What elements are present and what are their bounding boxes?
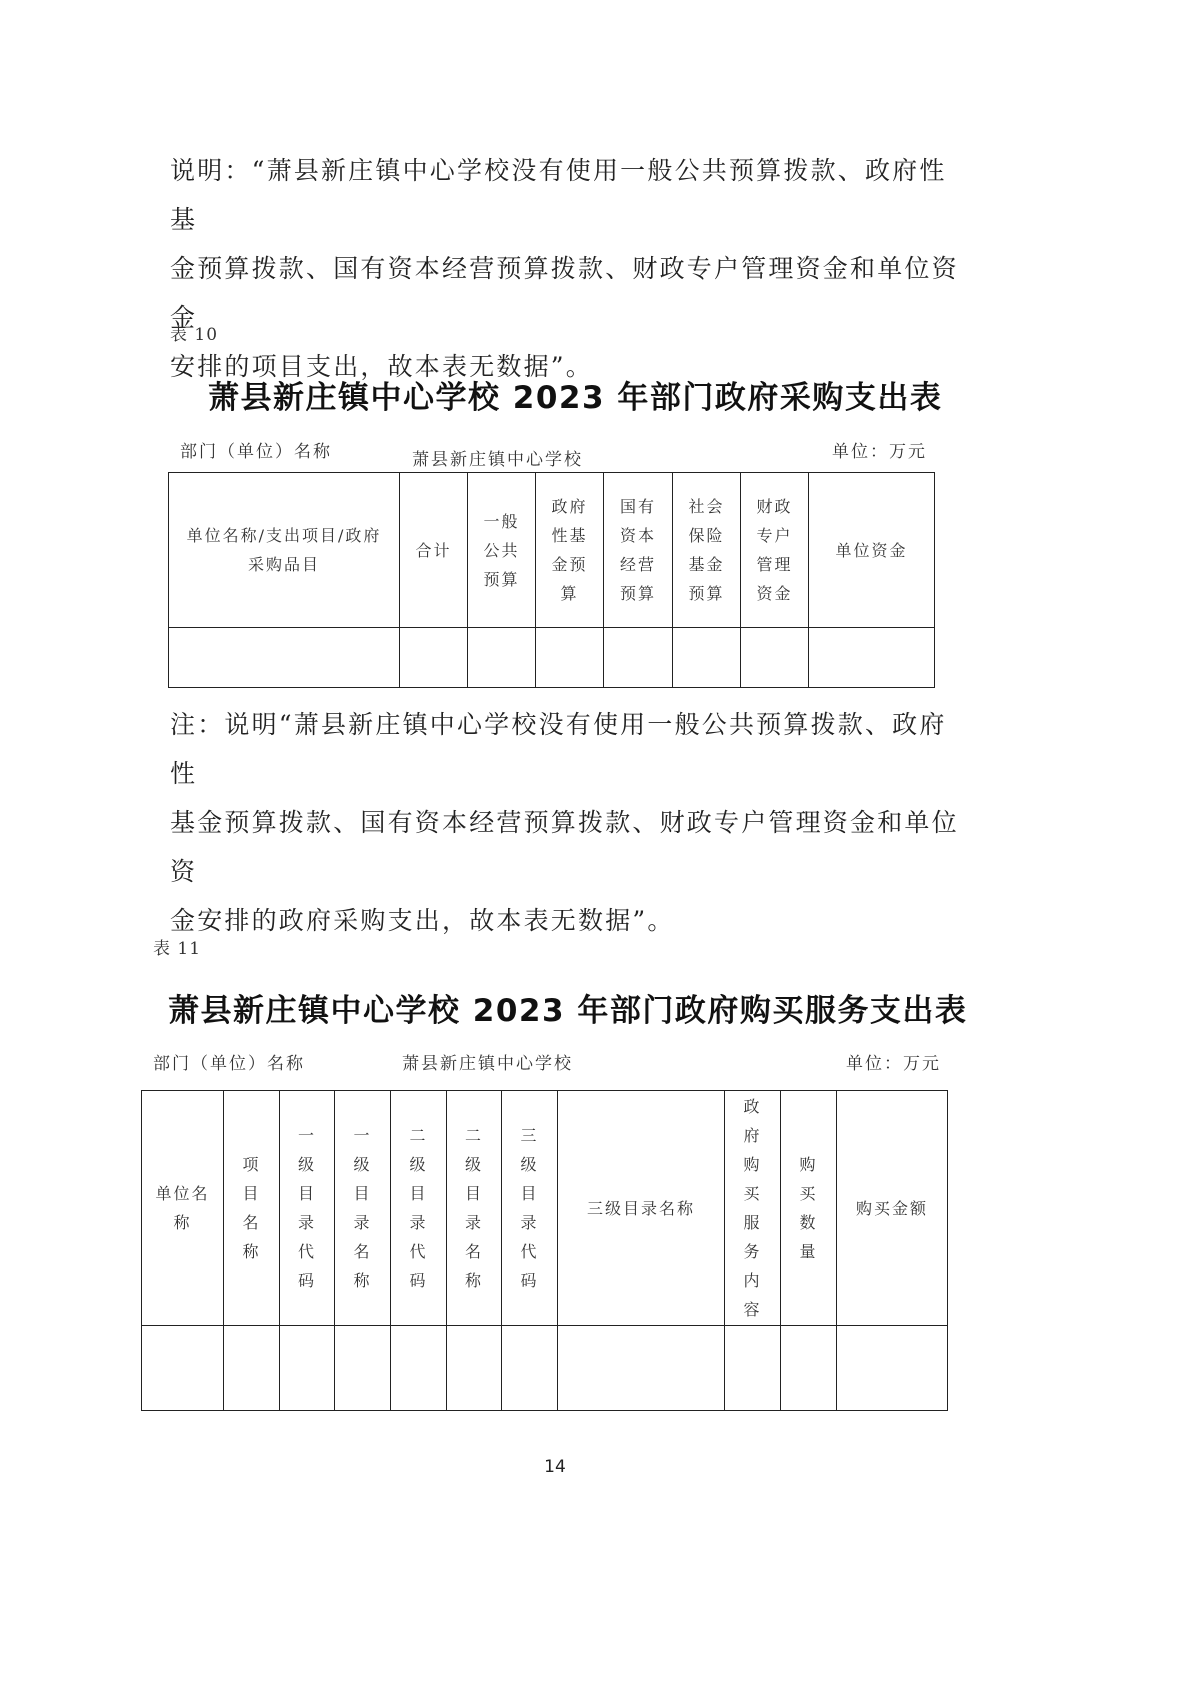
- table10-cell: [604, 628, 673, 688]
- table10-dept-value: 萧县新庄镇中心学校: [412, 450, 583, 470]
- table11-cell: [335, 1326, 391, 1411]
- table11-header-cell: 一级目录名称: [335, 1091, 391, 1326]
- table10: [168, 472, 935, 688]
- table10-label: 表 10: [170, 325, 219, 345]
- intro-note-line: 金预算拨款、国有资本经营预算拨款、财政专户管理资金和单位资金: [170, 254, 959, 332]
- table11-header-cell: 三级目录名称: [558, 1091, 725, 1326]
- table10-note-line: 金安排的政府采购支出，故本表无数据”。: [170, 906, 675, 935]
- intro-note: [170, 146, 970, 391]
- table10-note-line: 基金预算拨款、国有资本经营预算拨款、财政专户管理资金和单位资: [170, 808, 959, 886]
- table11-header-cell: 二级目录代码: [391, 1091, 447, 1326]
- table11-cell: [502, 1326, 558, 1411]
- table10-header-row: [169, 473, 935, 628]
- table11-header-row: [142, 1091, 948, 1326]
- table11-title: 萧县新庄镇中心学校 2023 年部门政府购买服务支出表: [168, 993, 968, 1029]
- table10-cell: [400, 628, 468, 688]
- table10-cell: [741, 628, 809, 688]
- table10-note-line: 注：说明“萧县新庄镇中心学校没有使用一般公共预算拨款、政府性: [170, 710, 947, 788]
- table10-cell: [809, 628, 935, 688]
- table10-note: [170, 700, 970, 945]
- table11-cell: [447, 1326, 502, 1411]
- table11-header-cell: 政府购买服务内容: [725, 1091, 781, 1326]
- table11-header-cell: 一级目录代码: [280, 1091, 335, 1326]
- table11-header-cell: 三级目录代码: [502, 1091, 558, 1326]
- table11-dept-label: 部门（单位）名称: [153, 1054, 305, 1074]
- table10-header-cell: 一般公共预算: [468, 473, 536, 628]
- table11-cell: [224, 1326, 280, 1411]
- page-number: 14: [544, 1457, 566, 1477]
- table10-dept-label: 部门（单位）名称: [180, 442, 332, 462]
- table11-dept-value: 萧县新庄镇中心学校: [402, 1054, 573, 1074]
- table-row: [169, 628, 935, 688]
- table11-header-cell: 单位名称: [142, 1091, 224, 1326]
- table11-cell: [142, 1326, 224, 1411]
- table11-header-cell: 二级目录名称: [447, 1091, 502, 1326]
- intro-note-line: 安排的项目支出，故本表无数据”。: [170, 352, 593, 381]
- table11-label: 表 11: [153, 939, 202, 959]
- table11-cell: [837, 1326, 948, 1411]
- table11-cell: [725, 1326, 781, 1411]
- table11-cell: [781, 1326, 837, 1411]
- table11-header-cell: 购买金额: [837, 1091, 948, 1326]
- table10-unit: 单位：万元: [832, 442, 927, 462]
- table10-cell: [536, 628, 604, 688]
- table11-cell: [280, 1326, 335, 1411]
- table10-header-cell: 社会保险基金预算: [673, 473, 741, 628]
- table10-header-cell: 合计: [400, 473, 468, 628]
- table10-cell: [468, 628, 536, 688]
- table10-cell: [169, 628, 400, 688]
- table10-header-cell: 政府性基金预算: [536, 473, 604, 628]
- table11-cell: [558, 1326, 725, 1411]
- table10-header-cell: 国有资本经营预算: [604, 473, 673, 628]
- table10-title: 萧县新庄镇中心学校 2023 年部门政府采购支出表: [208, 380, 943, 416]
- table11-header-cell: 项目名称: [224, 1091, 280, 1326]
- table10-header-cell: 单位资金: [809, 473, 935, 628]
- table10-header-cell: 财政专户管理资金: [741, 473, 809, 628]
- table-row: [142, 1326, 948, 1411]
- table10-header-cell: 单位名称/支出项目/政府采购品目: [169, 473, 400, 628]
- table11: [141, 1090, 948, 1411]
- table10-cell: [673, 628, 741, 688]
- table11-unit: 单位：万元: [846, 1054, 941, 1074]
- intro-note-line: 说明：“萧县新庄镇中心学校没有使用一般公共预算拨款、政府性基: [170, 156, 947, 234]
- table11-header-cell: 购买数量: [781, 1091, 837, 1326]
- table11-cell: [391, 1326, 447, 1411]
